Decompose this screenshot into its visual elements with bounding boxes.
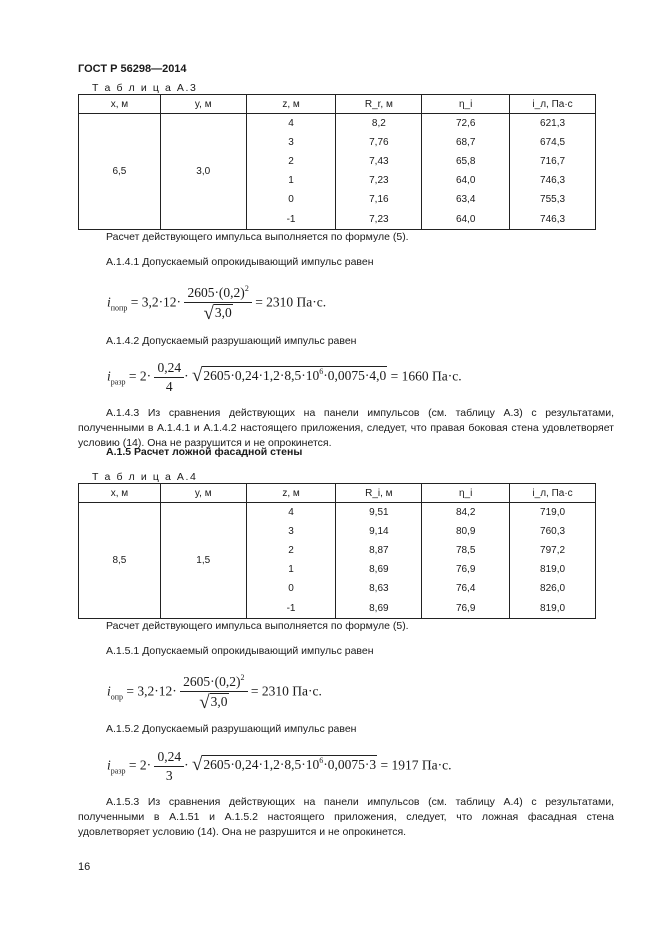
column-header-eta: η_i bbox=[422, 484, 510, 503]
cell-y: 3,0 bbox=[160, 114, 246, 230]
table-cell: 1 bbox=[246, 171, 336, 190]
column-header-z: z, м bbox=[246, 95, 336, 114]
fraction-denominator: 3,0 bbox=[214, 304, 233, 323]
fraction-numerator: 2605·(0,2) bbox=[183, 674, 241, 689]
column-header-i: i_л, Па·с bbox=[510, 95, 596, 114]
table-cell: 674,5 bbox=[510, 133, 596, 152]
formula-lhs: i bbox=[107, 683, 111, 699]
formula-result: = 1917 Па·с. bbox=[380, 757, 452, 773]
page-number: 16 bbox=[78, 861, 91, 873]
table-cell: 72,6 bbox=[422, 114, 510, 134]
table-cell: 746,3 bbox=[510, 209, 596, 229]
table-cell: 4 bbox=[246, 114, 336, 134]
formula-fraction bbox=[154, 749, 184, 784]
paragraph-pulse-calc-1: Расчет действующего импульса выполняется по формуле (5). bbox=[106, 231, 409, 243]
table-cell: 1 bbox=[246, 560, 336, 579]
table-cell: 3 bbox=[246, 133, 336, 152]
paragraph-a152: А.1.5.2 Допускаемый разрушающий импульс равен bbox=[106, 723, 357, 735]
cell-x: 6,5 bbox=[79, 114, 161, 230]
table-cell: 8,69 bbox=[336, 560, 422, 579]
numerator-exponent: 2 bbox=[244, 284, 249, 293]
formula-root: √ $2605\cdot 0,24\cdot 1,2\cdot 8,5\cdot 10^6\cdot 0,0075\cdot 4,0$ bbox=[191, 364, 387, 386]
table-cell: 4 bbox=[246, 503, 336, 523]
table-cell: 8,2 bbox=[336, 114, 422, 134]
formula-lhs: i bbox=[107, 294, 111, 310]
radicand-part-2: ·0,0075·4,0 bbox=[323, 367, 387, 383]
table-a4 bbox=[78, 483, 596, 619]
table-cell: 8,87 bbox=[336, 541, 422, 560]
cell-y: 1,5 bbox=[160, 503, 246, 619]
table-cell: 65,8 bbox=[422, 152, 510, 171]
paragraph-pulse-calc-2: Расчет действующего импульса выполняется по формуле (5). bbox=[106, 620, 409, 632]
table-cell: 0 bbox=[246, 579, 336, 598]
radicand-part-2: ·0,0075·3 bbox=[323, 756, 377, 772]
formula-result: = 2310 Па·с. bbox=[255, 294, 327, 310]
formula-fraction bbox=[154, 360, 184, 395]
table-cell: 84,2 bbox=[422, 503, 510, 523]
radicand-exponent: 6 bbox=[319, 366, 324, 376]
column-header-z: z, м bbox=[246, 484, 336, 503]
table-cell: 826,0 bbox=[510, 579, 596, 598]
formula-overturn-1 bbox=[107, 284, 326, 323]
formula-prefix: = 3,2·12· bbox=[126, 683, 177, 699]
fraction-numerator: 0,24 bbox=[154, 749, 184, 767]
table-cell: 0 bbox=[246, 190, 336, 209]
table-row bbox=[79, 503, 596, 523]
column-header-r: R_r, м bbox=[336, 95, 422, 114]
table-cell: 80,9 bbox=[422, 522, 510, 541]
formula-lhs-subscript: опр bbox=[110, 692, 124, 702]
table-cell: 755,3 bbox=[510, 190, 596, 209]
table-cell: 8,63 bbox=[336, 579, 422, 598]
formula-result: = 2310 Па·с. bbox=[250, 683, 322, 699]
document-header: ГОСТ Р 56298—2014 bbox=[78, 63, 187, 75]
formula-lhs: i bbox=[107, 757, 111, 773]
formula-lhs: i bbox=[107, 368, 111, 384]
column-header-i: i_л, Па·с bbox=[510, 484, 596, 503]
table-cell: 9,14 bbox=[336, 522, 422, 541]
formula-overturn-2 bbox=[107, 673, 322, 712]
section-title-a15: А.1.5 Расчет ложной фасадной стены bbox=[106, 446, 303, 458]
table-cell: 64,0 bbox=[422, 209, 510, 229]
table-cell: 719,0 bbox=[510, 503, 596, 523]
radicand-part-1: 2605·0,24·1,2·8,5·10 bbox=[203, 756, 320, 772]
formula-fraction: $2605\cdot(0,2)^2$ √ 3,0 bbox=[180, 673, 247, 712]
table-cell: -1 bbox=[246, 209, 336, 229]
formula-multiply: · bbox=[184, 368, 189, 384]
paragraph-a143: А.1.4.3 Из сравнения действующих на панели импульсов (см. таблицу А.3) с результатами, полученными в А.1.4.1 и А.1.4.2 настоящего приложения, следует, что правая боковая стена удовлетворяет условию (14). Она не разрушится и не опрокинется. bbox=[78, 407, 614, 449]
table-cell: 2 bbox=[246, 152, 336, 171]
table-cell: 76,9 bbox=[422, 560, 510, 579]
fraction-denominator: 4 bbox=[165, 379, 173, 394]
table-cell: 2 bbox=[246, 541, 336, 560]
table-cell: 63,4 bbox=[422, 190, 510, 209]
table-cell: 7,23 bbox=[336, 171, 422, 190]
formula-lhs-subscript: разр bbox=[110, 377, 126, 387]
table-cell: 8,69 bbox=[336, 598, 422, 618]
column-header-x: x, м bbox=[79, 484, 161, 503]
table-a4-caption: Т а б л и ц а А.4 bbox=[92, 471, 198, 483]
radicand-part-1: 2605·0,24·1,2·8,5·10 bbox=[203, 367, 320, 383]
formula-fraction: $2605\cdot(0,2)^2$ √ 3,0 bbox=[184, 284, 251, 323]
paragraph-a151: А.1.5.1 Допускаемый опрокидывающий импульс равен bbox=[106, 645, 374, 657]
table-row bbox=[79, 114, 596, 134]
table-cell: -1 bbox=[246, 598, 336, 618]
table-cell: 68,7 bbox=[422, 133, 510, 152]
table-cell: 621,3 bbox=[510, 114, 596, 134]
table-cell: 7,76 bbox=[336, 133, 422, 152]
table-cell: 716,7 bbox=[510, 152, 596, 171]
paragraph-a142: А.1.4.2 Допускаемый разрушающий импульс равен bbox=[106, 335, 357, 347]
paragraph-a141: А.1.4.1 Допускаемый опрокидывающий импульс равен bbox=[106, 256, 374, 268]
table-a3-caption: Т а б л и ц а А.3 bbox=[92, 82, 198, 94]
formula-lhs-subscript: разр bbox=[110, 766, 126, 776]
column-header-x: x, м bbox=[79, 95, 161, 114]
table-cell: 7,23 bbox=[336, 209, 422, 229]
table-header-row bbox=[79, 95, 596, 114]
formula-multiply: · bbox=[184, 757, 189, 773]
numerator-exponent: 2 bbox=[240, 673, 245, 682]
table-header-row bbox=[79, 484, 596, 503]
formula-lhs-subscript: попр bbox=[110, 303, 128, 313]
table-cell: 746,3 bbox=[510, 171, 596, 190]
table-cell: 797,2 bbox=[510, 541, 596, 560]
cell-x: 8,5 bbox=[79, 503, 161, 619]
formula-destruct-1 bbox=[107, 360, 462, 395]
formula-prefix: = 2· bbox=[128, 757, 152, 773]
table-cell: 76,9 bbox=[422, 598, 510, 618]
table-cell: 7,43 bbox=[336, 152, 422, 171]
table-cell: 78,5 bbox=[422, 541, 510, 560]
table-cell: 819,0 bbox=[510, 598, 596, 618]
paragraph-a153: А.1.5.3 Из сравнения действующих на панели импульсов (см. таблицу А.4) с результатами, полученными в А.1.51 и А.1.5.2 настоящего приложения, следует, что ложная фасадная стена удовлетворяет условию (14). Она не разрушится и не опрокинется. bbox=[78, 796, 614, 838]
column-header-r: R_i, м bbox=[336, 484, 422, 503]
table-cell: 760,3 bbox=[510, 522, 596, 541]
table-cell: 9,51 bbox=[336, 503, 422, 523]
fraction-numerator: 0,24 bbox=[154, 360, 184, 378]
formula-prefix: = 3,2·12· bbox=[130, 294, 182, 310]
fraction-denominator: 3,0 bbox=[210, 693, 229, 712]
column-header-y: y, м bbox=[160, 95, 246, 114]
formula-root: √ $2605\cdot 0,24\cdot 1,2\cdot 8,5\cdot 10^6\cdot 0,0075\cdot 3$ bbox=[191, 753, 377, 775]
fraction-denominator: 3 bbox=[165, 768, 173, 783]
table-cell: 3 bbox=[246, 522, 336, 541]
formula-prefix: = 2· bbox=[128, 368, 152, 384]
formula-destruct-2 bbox=[107, 749, 451, 784]
formula-result: = 1660 Па·с. bbox=[390, 368, 462, 384]
column-header-eta: η_i bbox=[422, 95, 510, 114]
fraction-numerator: 2605·(0,2) bbox=[187, 285, 245, 300]
table-cell: 7,16 bbox=[336, 190, 422, 209]
column-header-y: y, м bbox=[160, 484, 246, 503]
table-cell: 819,0 bbox=[510, 560, 596, 579]
radicand-exponent: 6 bbox=[319, 755, 324, 765]
table-cell: 76,4 bbox=[422, 579, 510, 598]
table-cell: 64,0 bbox=[422, 171, 510, 190]
table-a3 bbox=[78, 94, 596, 230]
